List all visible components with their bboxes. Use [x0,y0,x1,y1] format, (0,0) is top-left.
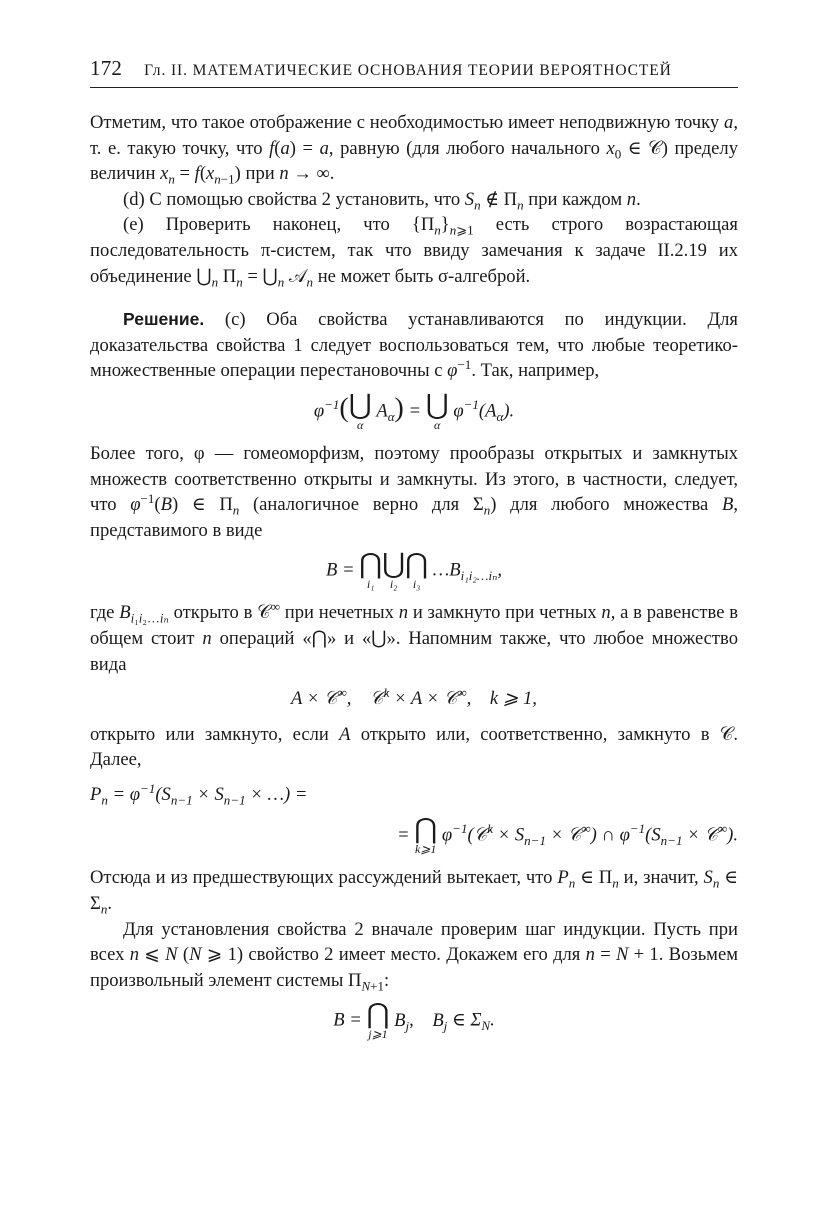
book-page [90,56,738,1050]
paragraph: Более того, φ — гомеоморфизм, поэтому прообразы открытых и замкнутых множеств соответственно открыты и замкнуты. Из этого, в частности, следует, что $\varphi^{-1}(B)$ ∈ $\Pi_n$ (аналогичное верно для $\Sigma_n$) для любого множества B, представимого в виде [90,442,738,541]
paragraph: открыто или замкнуто, если A открыто или, соответственно, замкнуто в 𝒞. Далее, [90,723,738,771]
paragraph: (e) Проверить наконец, что $\{\Pi_n\}_{n⩾1}$ есть строго возрастающая последовательность π-систем, так что ввиду замечания к задаче II.2.19 их объединение $⋃_n$ $\Pi_n$ = $⋃_n$ 𝒜$_n$ не может быть σ-алгеброй. [90,214,738,290]
paragraph: Отметим, что такое отображение с необходимостью имеет неподвижную точку a, т. е. такую точку, что f(a) = a, равную (для любого начального $x_0$ ∈ 𝒞) пределу величин $x_n = f(x_{n-1})$ при n → ∞. [90,112,739,187]
paragraph: (d) С помощью свойства 2 установить, что $S_n$ ∉ $\Pi_n$ при каждом n. [123,188,641,213]
main-text [90,110,738,1040]
running-title: Гл. II. МАТЕМАТИЧЕСКИЕ ОСНОВАНИЯ ТЕОРИИ ВЕРОЯТНОСТЕЙ [144,62,672,79]
equation: $P_n = \varphi^{-1}(S_{n-1} \times S_{n-1}$ × …) = [90,780,308,808]
paragraph: Решение. (c) Оба свойства устанавливаются по индукции. Для доказательства свойства 1 следует воспользоваться тем, что любые теоретико-множественные операции перестановочны с $\varphi^{-1}$. Так, например, [90,309,738,382]
equation: B = ⋂ i₁ ⋃ i₂ ⋂ i₃ $\dots B_{i_1i_2\dots i_n}$, [325,549,503,592]
equation: B = ⋂ j⩾1 $B_j$, $B_j$ ∈ $\Sigma_N$. [333,999,495,1042]
paragraph: Отсюда и из предшествующих рассуждений вытекает, что $P_n$ ∈ $\Pi_n$ и, значит, $S_n$ ∈ $\Sigma_n$. [90,867,738,917]
solution-label: Решение. [123,309,205,330]
running-header [90,56,738,88]
equation: = ⋂ k⩾1 $\varphi^{-1}(𝒞^k \times S_{n-1}$ × 𝒞∞) ∩ $\varphi^{-1}(S_{n-1}$ × 𝒞∞). [397,814,738,857]
paragraph: Для установления свойства 2 вначале проверим шаг индукции. Пусть при всех n ⩽ N (N ⩾ 1) свойство 2 имеет место. Докажем его для n = N + 1. Возьмем произвольный элемент системы $\Pi_{N+1}$: [90,918,738,994]
equation: A × 𝒞∞, 𝒞$^k$ × A × 𝒞∞, k ⩾ 1, [291,684,537,710]
paragraph: где $B_{i_1i_2\dots i_n}$ открыто в 𝒞∞ при нечетных n и замкнуто при четных n, а в равенстве в общем стоит n операций «⋂» и «⋃». Напомним также, что любое множество вида [90,599,739,675]
equation: $\varphi^{-1}$( ⋃ α $A_\alpha$) = ⋃ α $\varphi^{-1}(A_\alpha)$. [313,389,515,432]
page-number: 172 [90,56,123,80]
